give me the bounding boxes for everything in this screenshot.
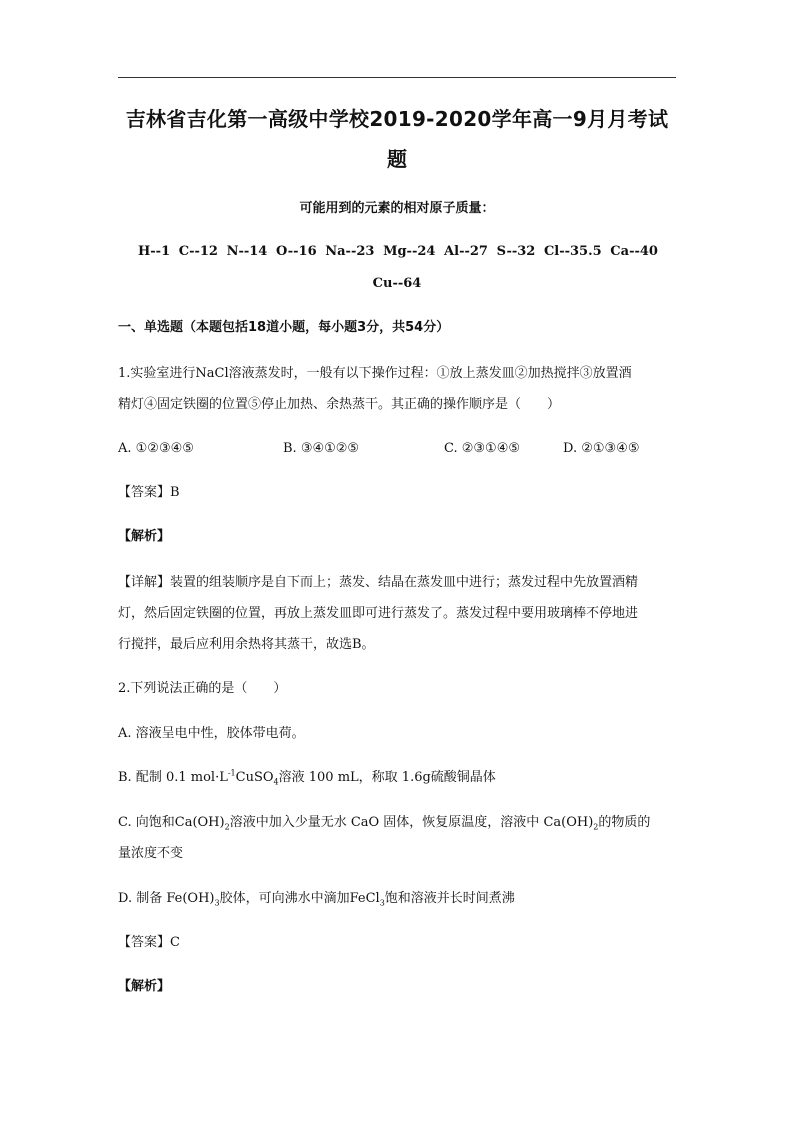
atomic-mass-item: O--16 xyxy=(275,244,317,259)
q1-analysis-label: 【解析】 xyxy=(118,529,171,544)
q1-answer: 【答案】B xyxy=(118,485,180,500)
atomic-mass-heading: 可能用到的元素的相对原子质量： xyxy=(299,201,495,216)
q1-stem-line2: 精灯④固定铁圈的位置⑤停止加热、余热蒸干。其正确的操作顺序是（ ） xyxy=(118,397,561,412)
atomic-mass-item: Al--27 xyxy=(444,244,488,259)
q2-option-d: D. 制备 $Fe(OH)_3$胶体，可向沸水中滴加FeCl$_3$饱和溶液并长时间煮沸 xyxy=(118,891,515,908)
q2-stem: 2.下列说法正确的是（ ） xyxy=(118,681,287,696)
q2-option-c-line1: C. 向饱和$Ca(OH)_2$溶液中加入少量无水 CaO 固体，恢复原温度，溶液中 $Ca(OH)_2$的物质的 xyxy=(118,815,651,832)
q2-analysis-label: 【解析】 xyxy=(118,979,171,994)
atomic-mass-item: Cl--35.5 xyxy=(543,244,602,259)
section-heading: 一、单选题（本题包括18道小题，每小题3分，共54分） xyxy=(118,320,450,335)
q1-stem-line1: 1.实验室进行NaCl溶液蒸发时，一般有以下操作过程：①放上蒸发皿②加热搅拌③放置酒 xyxy=(118,366,632,381)
atomic-mass-item: Ca--40 xyxy=(610,244,658,259)
atomic-mass-item: Na--23 xyxy=(325,244,375,259)
atomic-mass-item: C--12 xyxy=(178,244,218,259)
q2-answer: 【答案】C xyxy=(118,935,180,950)
q1-detail-line3: 行搅拌，最后应利用余热将其蒸干，故选B。 xyxy=(118,637,375,652)
document-title-line1: 吉林省吉化第一高级中学校2019-2020学年高一9月月考试 xyxy=(125,107,669,131)
q2-option-a: A. 溶液呈电中性，胶体带电荷。 xyxy=(118,726,305,741)
q1-detail-line1: 【详解】装置的组装顺序是自下而上；蒸发、结晶在蒸发皿中进行；蒸发过程中先放置酒精 xyxy=(118,575,639,590)
q2-option-c-line2: 量浓度不变 xyxy=(118,846,184,861)
q1-option-d: D. ②①③④⑤ xyxy=(563,441,640,456)
atomic-mass-item-last: Cu--64 xyxy=(372,276,422,291)
header-rule xyxy=(118,77,676,78)
document-title-line2: 题 xyxy=(387,147,407,171)
atomic-mass-item: N--14 xyxy=(226,244,268,259)
q1-detail-line2: 灯，然后固定铁圈的位置，再放上蒸发皿即可进行蒸发了。蒸发过程中要用玻璃棒不停地进 xyxy=(118,606,639,621)
atomic-mass-item: S--32 xyxy=(496,244,536,259)
q1-option-c: C. ②③①④⑤ xyxy=(444,441,521,456)
q2-option-b: B. 配制 0.1 $mol\cdot L^{-1}CuSO_4$溶液 100 mL，称取 1.6g硫酸铜晶体 xyxy=(118,768,496,787)
q1-option-a: A. ①②③④⑤ xyxy=(118,441,194,456)
q1-option-b: B. ③④①②⑤ xyxy=(283,441,360,456)
atomic-mass-item: Mg--24 xyxy=(383,244,436,259)
atomic-mass-list xyxy=(138,243,658,261)
atomic-mass-item: H--1 xyxy=(138,244,171,259)
